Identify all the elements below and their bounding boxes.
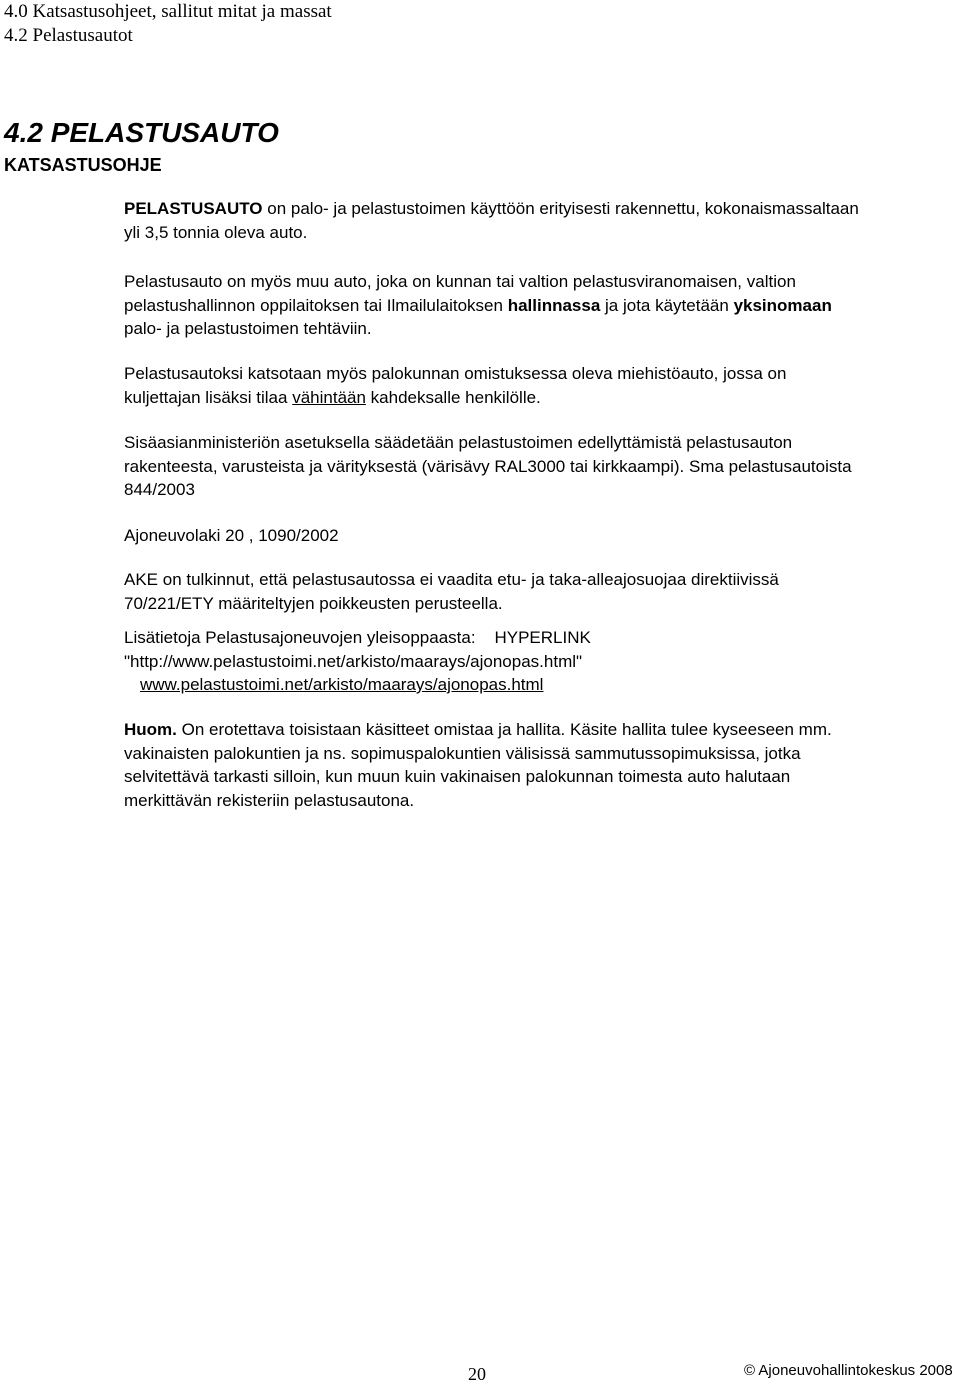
guide-link[interactable]: www.pelastustoimi.net/arkisto/maarays/ajonopas.html	[140, 675, 544, 694]
running-header	[4, 0, 332, 48]
section-title: 4.2 PELASTUSAUTO	[4, 117, 279, 148]
paragraph-vehicle-act: Ajoneuvolaki 20 , 1090/2002	[124, 526, 339, 545]
paragraph-note: Huom. On erotettava toisistaan käsitteet omistaa ja hallita. Käsite hallita tulee kyseeseen mm. vakinaisten palokuntien ja ns. sopimuspalokuntien välisissä sammutussopimuksissa, jotka selvitettävä tarkasti silloin, kun muun kuin vakinaisen palokunnan toimesta auto halutaan merkittävän rekisteriin pelastusautona.	[124, 720, 832, 810]
header-line-chapter: 4.0 Katsastusohjeet, sallitut mitat ja massat	[4, 1, 332, 22]
copyright-notice: © Ajoneuvohallintokeskus 2008	[744, 1362, 953, 1379]
paragraph-more-info: Lisätietoja Pelastusajoneuvojen yleisoppaasta: HYPERLINK "http://www.pelastustoimi.net/arkisto/maarays/ajonopas.html" www.pelastustoimi.net/arkisto/maarays/ajonopas.html	[124, 628, 591, 694]
section-subtitle: KATSASTUSOHJE	[4, 155, 162, 175]
paragraph-underrun-protection: AKE on tulkinnut, että pelastusautossa ei vaadita etu- ja taka-alleajosuojaa direktiivissä 70/221/ETY määriteltyjen poikkeusten perusteella.	[124, 570, 779, 613]
note-label: Huom.	[124, 720, 177, 739]
header-line-section: 4.2 Pelastusautot	[4, 25, 133, 46]
page-number: 20	[468, 1364, 486, 1384]
paragraph-decree: Sisäasianministeriön asetuksella säädetään pelastustoimen edellyttämistä pelastusauton rakenteesta, varusteista ja värityksestä (värisävy RAL3000 tai kirkkaampi). Sma pelastusautoista 844/2003	[124, 433, 852, 499]
term-pelastusauto: PELASTUSAUTO	[124, 199, 263, 218]
paragraph-crew-vehicle: Pelastusautoksi katsotaan myös palokunnan omistuksessa oleva miehistöauto, jossa on kuljettajan lisäksi tilaa vähintään kahdeksalle henkilölle.	[124, 364, 787, 407]
paragraph-other-rescue-vehicles: Pelastusauto on myös muu auto, joka on kunnan tai valtion pelastusviranomaisen, valtion pelastushallinnon oppilaitoksen tai Ilmailulaitoksen hallinnassa ja jota käytetään yksinomaan palo- ja pelastustoimen tehtäviin.	[124, 272, 832, 338]
paragraph-definition: PELASTUSAUTO on palo- ja pelastustoimen käyttöön erityisesti rakennettu, kokonaismassaltaan yli 3,5 tonnia oleva auto.	[124, 199, 859, 242]
